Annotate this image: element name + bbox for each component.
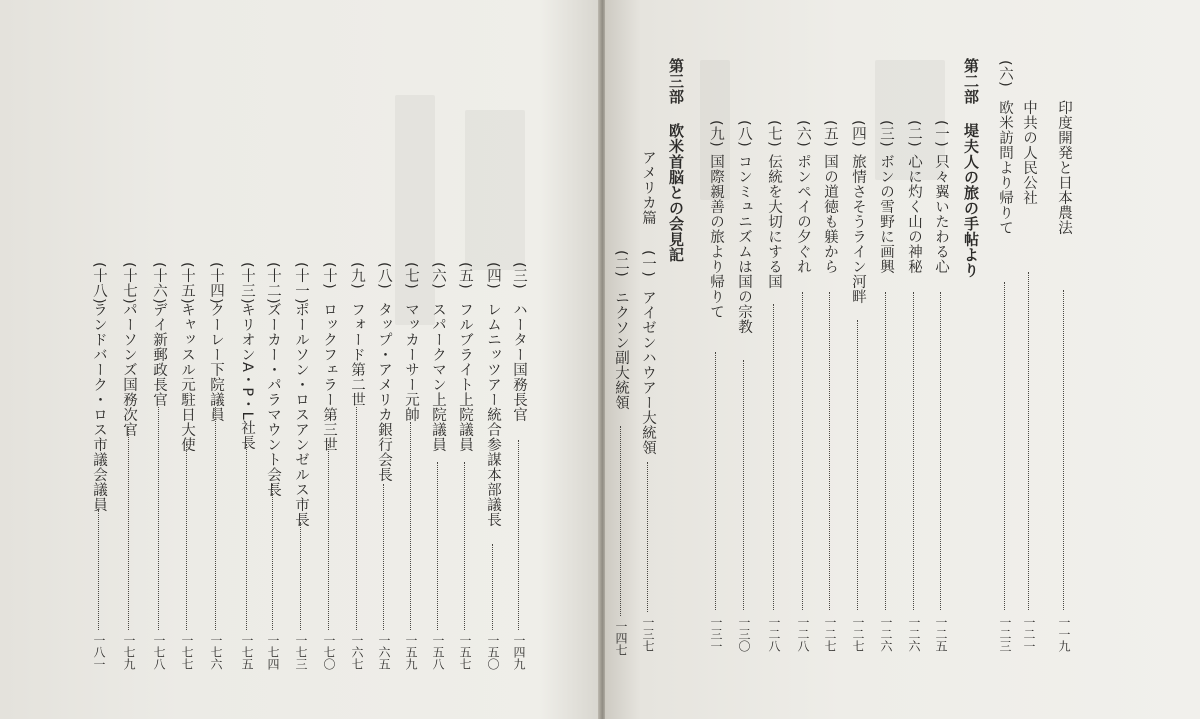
leader-dots (857, 320, 858, 610)
toc-entry (118, 262, 140, 670)
entry-number: (三) (511, 262, 527, 290)
toc-entry (903, 120, 925, 652)
toc-entry (482, 262, 504, 670)
toc-entry (88, 262, 110, 682)
leader-dots (128, 427, 129, 630)
entry-title: ニクソン副大統領 (613, 290, 629, 410)
entry-title: アイゼンハウアー大統領 (640, 290, 656, 455)
toc-entry (427, 262, 449, 670)
entry-title: コンミュニズムは国の宗教 (736, 154, 752, 334)
entry-title: レムニッツアー統合参謀本部議長 (485, 302, 501, 527)
page-number: 一二五 (934, 616, 948, 652)
page-number: 一二六 (879, 616, 893, 652)
leader-dots (437, 462, 438, 630)
leader-dots (802, 292, 803, 610)
leader-dots (300, 522, 301, 630)
entry-number: (七) (403, 262, 419, 290)
part-label: 第三部 (667, 58, 685, 105)
entry-number: (十一) (293, 262, 309, 305)
entry-number: (十二) (265, 262, 281, 305)
toc-entry (637, 150, 659, 650)
page-number: 一八一 (92, 634, 106, 670)
leader-dots (158, 407, 159, 630)
entry-title: キャッスル元駐日大使 (179, 302, 195, 452)
page-number: 一三〇 (737, 616, 751, 652)
entry-title: 伝統を大切にする国 (766, 154, 782, 289)
entry-title: 印度開発と日本農法 (1056, 100, 1072, 235)
toc-entry (236, 262, 258, 670)
entry-number: (九) (349, 262, 365, 290)
leader-dots (773, 304, 774, 610)
entry-number: (六) (795, 120, 811, 148)
page-number: 一六五 (377, 634, 391, 670)
entry-title: クーレー下院議員 (208, 302, 224, 422)
leader-dots (647, 462, 648, 612)
leader-dots (1063, 290, 1064, 610)
page-number: 一一九 (1057, 616, 1071, 652)
entry-number: (六) (997, 60, 1013, 88)
entry-title: タップ・アメリカ銀行会長 (376, 302, 392, 482)
entry-number: (四) (485, 262, 501, 290)
part-title: 堤夫人の旅の手帖より (962, 123, 980, 278)
leader-dots (620, 426, 621, 616)
toc-entry (1053, 60, 1075, 652)
entry-title: 只々翼いたわる心 (933, 154, 949, 274)
page-number: 一四七 (614, 620, 628, 656)
toc-entry (262, 262, 284, 670)
toc-entry (318, 262, 340, 670)
page-number: 一二六 (907, 616, 921, 652)
page-number: 一七四 (266, 634, 280, 670)
leader-dots (356, 407, 357, 630)
page-number: 一七三 (294, 634, 308, 670)
leader-dots (186, 444, 187, 630)
leader-dots (940, 292, 941, 610)
page-number: 一三一 (709, 616, 723, 652)
part-heading (960, 58, 982, 278)
leader-dots (885, 292, 886, 610)
entry-number: (十七) (121, 262, 137, 305)
entry-title: デイ新郵政長官 (151, 302, 167, 407)
page-number: 一七五 (240, 634, 254, 670)
part-label: 第二部 (962, 58, 980, 105)
leader-dots (715, 352, 716, 610)
page-number: 一三七 (641, 616, 655, 652)
toc-entry (205, 262, 227, 670)
toc-entry (290, 262, 312, 670)
leader-dots (328, 444, 329, 630)
leader-dots (410, 422, 411, 630)
page-number: 一五八 (431, 634, 445, 670)
page-number: 一二三 (998, 616, 1012, 652)
entry-title: フォード第二世 (349, 302, 365, 407)
page-number: 一七九 (122, 634, 136, 670)
page-number: 一二七 (851, 616, 865, 652)
page-number: 一七七 (180, 634, 194, 670)
entry-title: ポンペイの夕ぐれ (795, 154, 811, 274)
leader-dots (98, 510, 99, 630)
entry-title: 国際親善の旅より帰りて (708, 154, 724, 319)
entry-title: スパークマン上院議員 (430, 302, 446, 452)
leader-dots (913, 292, 914, 610)
toc-entry (819, 120, 841, 652)
entry-number: (九) (708, 120, 724, 148)
entry-title: ハーター国務長官 (511, 302, 527, 422)
page-number: 一二八 (796, 616, 810, 652)
leader-dots (492, 544, 493, 630)
toc-entry (176, 262, 198, 670)
toc-entry (994, 60, 1016, 652)
page-number: 一四九 (512, 634, 526, 670)
page-number: 一五〇 (486, 634, 500, 670)
entry-title: 中共の人民公社 (1021, 100, 1037, 205)
entry-title: 旅情さそうライン河畔 (850, 154, 866, 304)
page-number: 一七〇 (322, 634, 336, 670)
leader-dots (829, 292, 830, 610)
leader-dots (383, 484, 384, 630)
entry-title: 心に灼く山の神秘 (906, 154, 922, 274)
toc-entry (346, 262, 368, 670)
page-number: 一五九 (404, 634, 418, 670)
page-number: 一五七 (458, 634, 472, 670)
entry-number: (三) (878, 120, 894, 148)
page-number: 一二一 (1022, 616, 1036, 652)
toc-entry (400, 262, 422, 670)
entry-title: 欧米訪問より帰りて (997, 100, 1013, 235)
entry-number: (十八) (91, 262, 107, 305)
entry-title: ランドバーク・ロス市議会議員 (91, 302, 107, 512)
toc-entry (508, 262, 530, 670)
entry-number: (十五) (179, 262, 195, 305)
toc-entry (875, 120, 897, 652)
page-number: 一七八 (152, 634, 166, 670)
page-number: 一二七 (823, 616, 837, 652)
leader-dots (246, 444, 247, 630)
toc-entry (847, 120, 869, 652)
toc-entry (373, 262, 395, 670)
entry-number: (一) (933, 120, 949, 148)
entry-title: 国の道徳も躾から (822, 154, 838, 274)
entry-number: (四) (850, 120, 866, 148)
toc-entry (930, 120, 952, 652)
leader-dots (215, 407, 216, 630)
toc-entry (763, 120, 785, 652)
entry-title: キリオンA・P・L社長 (239, 302, 255, 451)
toc-entry (792, 120, 814, 652)
page-number: 一七六 (209, 634, 223, 670)
entry-number: (十四) (208, 262, 224, 305)
entry-number: (十六) (151, 262, 167, 305)
leader-dots (464, 462, 465, 630)
entry-title: ボンの雪野に画興 (878, 154, 894, 274)
leader-dots (743, 360, 744, 610)
toc-entry (705, 120, 727, 652)
entry-number: (七) (766, 120, 782, 148)
entry-title: マッカーサー元帥 (403, 302, 419, 422)
toc-entry (148, 262, 170, 670)
entry-number: (八) (376, 262, 392, 290)
leader-dots (1004, 282, 1005, 610)
entry-number: (二) (613, 250, 629, 278)
entry-title: ポールソン・ロスアンゼルス市長 (293, 302, 309, 527)
part-heading (665, 58, 687, 288)
leader-dots (518, 440, 519, 630)
entry-number: (五) (457, 262, 473, 290)
toc-entry (1018, 60, 1040, 652)
part-title: 欧米首脳との会見記 (667, 123, 685, 263)
leader-dots (272, 484, 273, 630)
leader-dots (1028, 272, 1029, 610)
page-number: 一二八 (767, 616, 781, 652)
toc-entry (610, 250, 632, 656)
entry-number: (八) (736, 120, 752, 148)
entry-number: (一) (640, 250, 656, 278)
page-number: 一六七 (350, 634, 364, 670)
entry-number: (十三) (239, 262, 255, 305)
entry-number: (十) (321, 262, 337, 290)
section-label: アメリカ篇 (640, 150, 656, 225)
entry-title: ズーカー・パラマウント会長 (265, 302, 281, 497)
show-through-text (465, 110, 525, 270)
right-page (605, 0, 1200, 719)
entry-title: フルブライト上院議員 (457, 302, 473, 452)
entry-number: (五) (822, 120, 838, 148)
toc-entry (454, 262, 476, 670)
entry-number: (二) (906, 120, 922, 148)
toc-entry (733, 120, 755, 652)
entry-number: (六) (430, 262, 446, 290)
entry-title: ロックフェラー第三世 (321, 302, 337, 452)
entry-title: パーソンズ国務次官 (121, 302, 137, 437)
